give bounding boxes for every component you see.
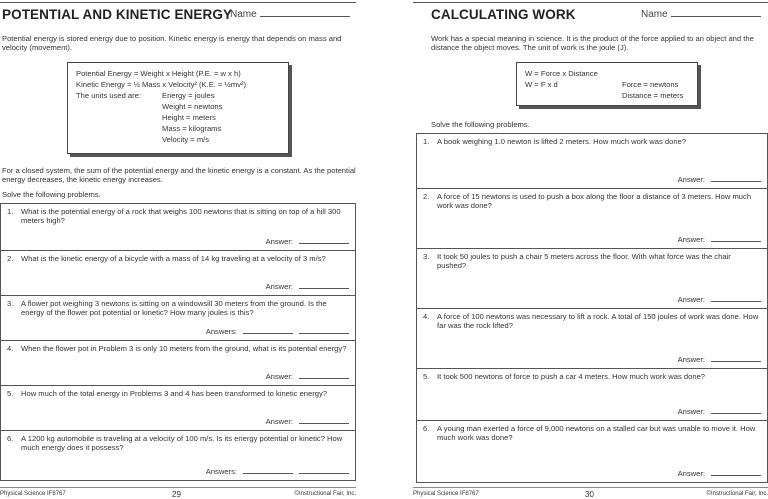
- problem-text: A force of 15 newtons is used to push a box along the floor a distance of 3 meters. How much work was done?: [437, 192, 752, 210]
- name-field: [230, 10, 350, 19]
- divider: [413, 2, 768, 3]
- answer-label: Answer:: [265, 282, 293, 291]
- problem-number: 6.: [423, 424, 430, 433]
- answer-label: Answer:: [265, 237, 293, 246]
- worksheet-page-30: [413, 0, 768, 499]
- answer-label: Answer:: [265, 417, 293, 426]
- problem-text: How much of the total energy in Problems 3 and 4 has been transformed to kinetic energy?: [21, 389, 328, 398]
- problem-number: 6.: [7, 434, 14, 443]
- footer-publisher: ©Instructional Fair, Inc.: [706, 491, 768, 497]
- name-label: Name: [641, 9, 668, 20]
- problem-6: [417, 421, 767, 482]
- name-line: [260, 16, 350, 17]
- answer-label: Answer:: [677, 295, 705, 304]
- answer-field[interactable]: [266, 237, 349, 246]
- problem-5: [1, 386, 355, 431]
- problem-number: 3.: [7, 299, 14, 308]
- problem-1: [417, 134, 767, 189]
- answer-label: Answers:: [205, 327, 237, 336]
- problem-6: [1, 431, 355, 480]
- answer-field[interactable]: [266, 372, 349, 381]
- problem-text: What is the potential energy of a rock that weighs 100 newtons that is sitting on top of a hill 300 meters high?: [21, 207, 341, 225]
- instruction-text: Solve the following problems.: [2, 190, 101, 199]
- formula-line: Kinetic Energy = ½ Mass x Velocity² (K.E. = ½mv²): [76, 80, 247, 89]
- problem-number: 1.: [423, 137, 430, 146]
- answer-field[interactable]: [266, 417, 349, 426]
- problem-number: 3.: [423, 252, 430, 261]
- footer-book: Physical Science IF8767: [413, 491, 479, 497]
- problem-3: [1, 296, 355, 341]
- page-title: POTENTIAL AND KINETIC ENERGY: [2, 7, 233, 22]
- page-number: 30: [585, 490, 594, 499]
- unit-item: Distance = meters: [622, 91, 684, 100]
- problem-4: [417, 309, 767, 369]
- problem-number: 5.: [423, 372, 430, 381]
- problem-text: A book weighing 1.0 newton is lifted 2 meters. How much work was done?: [437, 137, 687, 146]
- problem-text: It took 50 joules to push a chair 5 meters across the floor. With what force was the chair pushed?: [437, 252, 731, 270]
- formula-box: [516, 62, 698, 106]
- answer-label: Answer:: [677, 469, 705, 478]
- formula-line: Potential Energy = Weight x Height (P.E. = w x h): [76, 69, 241, 78]
- problem-2: [417, 189, 767, 249]
- problem-5: [417, 369, 767, 421]
- problem-text: A 1200 kg automobile is traveling at a velocity of 100 m/s. Is its energy potential or kinetic? How much energy does it possess?: [21, 434, 343, 452]
- problem-text: A force of 100 newtons was necessary to lift a rock. A total of 150 joules of work was done. How far was the rock lifted?: [437, 312, 759, 330]
- intro-text: Potential energy is stored energy due to position. Kinetic energy is energy that depends on mass and velocity (movement).: [2, 34, 342, 52]
- answer-field[interactable]: [678, 295, 761, 304]
- problem-number: 2.: [7, 254, 14, 263]
- problem-2: [1, 251, 355, 296]
- answer-field[interactable]: [206, 467, 349, 476]
- formula-line: W = Force x Distance: [525, 69, 598, 78]
- problem-number: 4.: [7, 344, 14, 353]
- answer-field[interactable]: [678, 175, 761, 184]
- unit-item: Weight = newtons: [162, 102, 223, 111]
- answer-label: Answer:: [677, 175, 705, 184]
- problem-text: A young man exerted a force of 9,000 newtons on a stalled car but was unable to move it. How much work was done?: [437, 424, 756, 442]
- unit-item: Height = meters: [162, 113, 216, 122]
- page-number: 29: [172, 490, 181, 499]
- units-list: [76, 90, 280, 150]
- formula-line: W = F x d: [525, 80, 558, 89]
- instruction-text: Solve the following problems.: [431, 120, 530, 129]
- problem-1: [1, 204, 355, 251]
- problem-text: What is the kinetic energy of a bicycle with a mass of 14 kg traveling at a velocity of 3 m/s?: [21, 254, 326, 263]
- problem-text: It took 500 newtons of force to push a car 4 meters. How much work was done?: [437, 372, 706, 381]
- closed-system-text: For a closed system, the sum of the potential energy and the kinetic energy is a constant. As the potential energy decreases, the kinetic energy increases.: [2, 166, 356, 184]
- answer-field[interactable]: [206, 327, 349, 336]
- answer-label: Answers:: [205, 467, 237, 476]
- problem-3: [417, 249, 767, 309]
- name-label: Name: [230, 9, 257, 20]
- answer-field[interactable]: [678, 355, 761, 364]
- divider: [0, 2, 356, 3]
- footer-publisher: ©Instructional Fair, Inc.: [294, 491, 356, 497]
- problem-number: 1.: [7, 207, 14, 216]
- units-label: The units used are:: [76, 91, 142, 100]
- page-title: CALCULATING WORK: [431, 7, 576, 22]
- unit-item: Velocity = m/s: [162, 135, 210, 144]
- name-line: [671, 16, 761, 17]
- problem-number: 4.: [423, 312, 430, 321]
- answer-label: Answer:: [677, 407, 705, 416]
- unit-item: Force = newtons: [622, 80, 679, 89]
- problems-box: [416, 133, 768, 483]
- answer-label: Answer:: [265, 372, 293, 381]
- unit-item: Energy = joules: [162, 91, 215, 100]
- formula-box: [67, 62, 289, 154]
- answer-field[interactable]: [678, 235, 761, 244]
- answer-field[interactable]: [678, 407, 761, 416]
- name-field: [641, 10, 761, 19]
- problem-text: A flower pot weighing 3 newtons is sitting on a windowsill 30 meters from the ground. Is the energy of the flower pot potential or kinetic? How many joules is this?: [21, 299, 327, 317]
- problem-text: When the flower pot in Problem 3 is only 10 meters from the ground, what is its potential energy?: [21, 344, 347, 353]
- problem-number: 5.: [7, 389, 14, 398]
- footer-book: Physical Science IF8767: [0, 491, 66, 497]
- answer-field[interactable]: [266, 282, 349, 291]
- unit-item: Mass = kilograms: [162, 124, 222, 133]
- answer-label: Answer:: [677, 355, 705, 364]
- intro-text: Work has a special meaning in science. It is the product of the force applied to an object and the distance the object moves. The unit of work is the joule (J).: [431, 34, 754, 52]
- answer-label: Answer:: [677, 235, 705, 244]
- problem-number: 2.: [423, 192, 430, 201]
- problem-4: [1, 341, 355, 386]
- answer-field[interactable]: [678, 469, 761, 478]
- page-footer: [413, 487, 768, 499]
- page-footer: [0, 487, 356, 499]
- problems-box: [0, 203, 356, 481]
- worksheet-page-29: [0, 0, 356, 499]
